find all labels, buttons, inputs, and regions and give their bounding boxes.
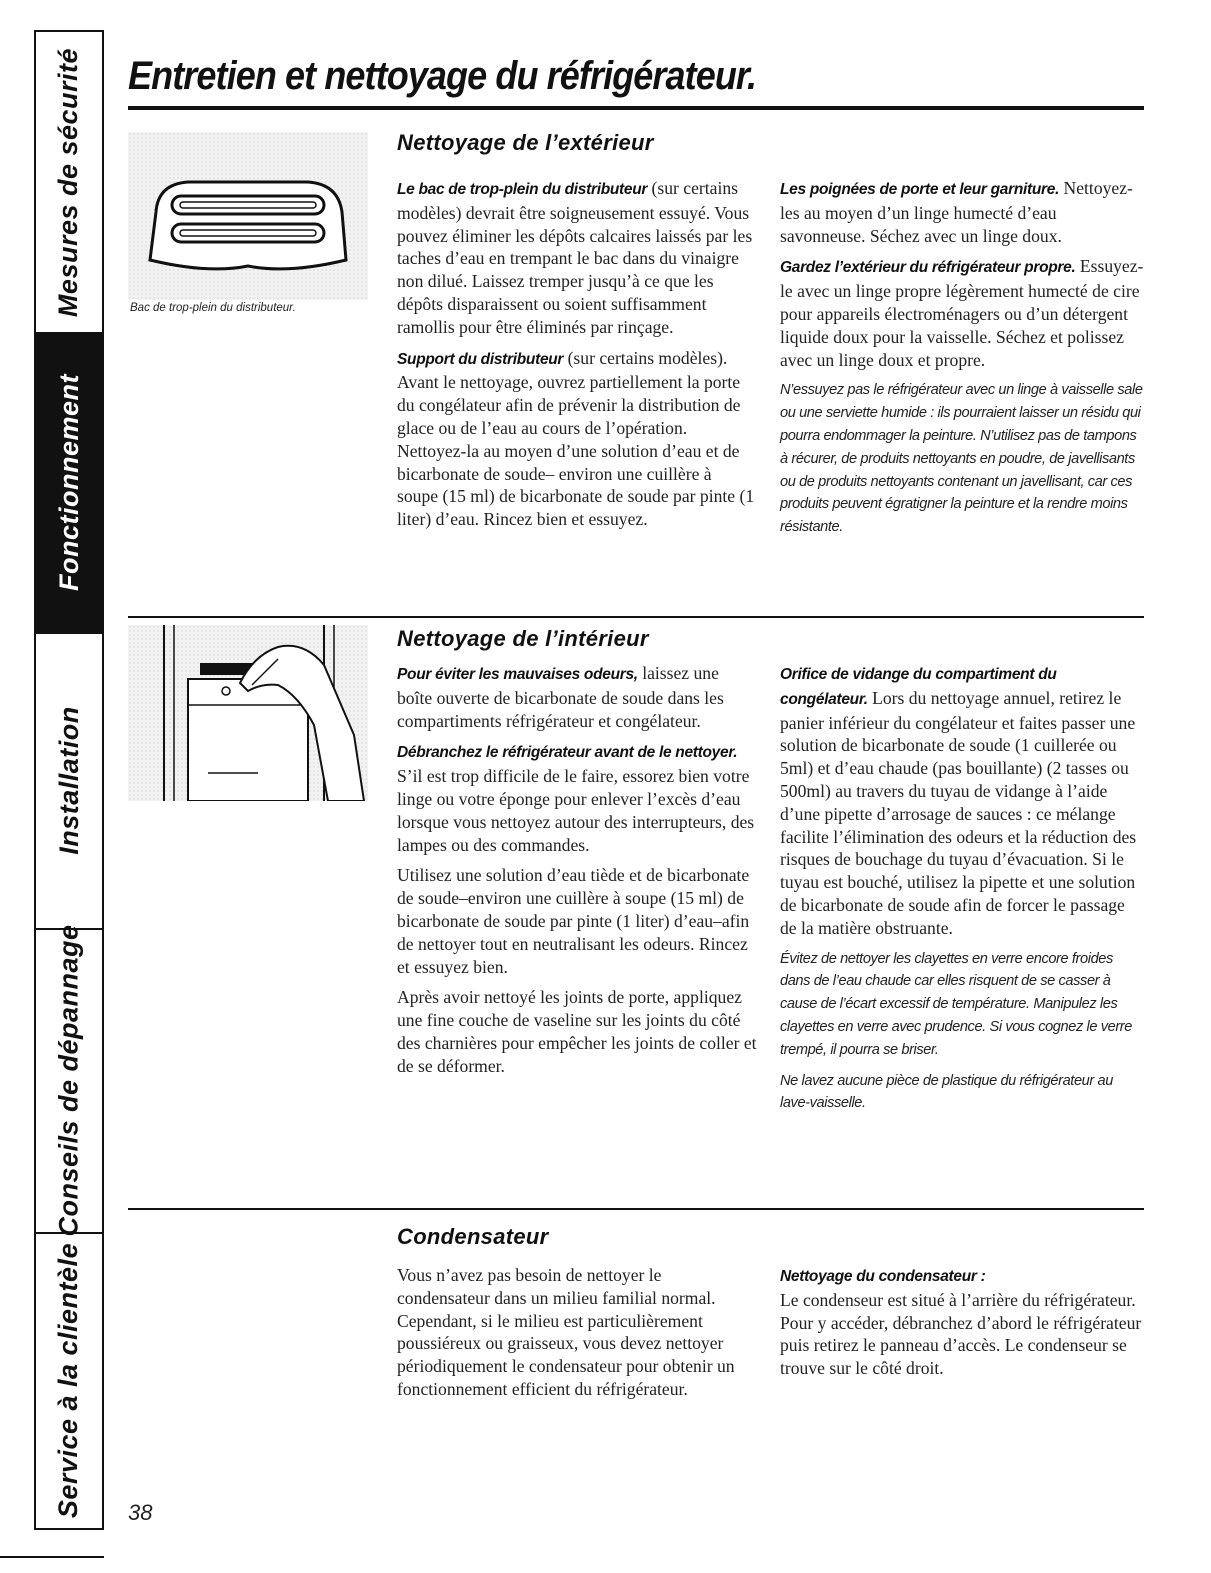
paragraph-lead: Les poignées de porte et leur garniture. <box>780 181 1060 198</box>
tab-installation[interactable] <box>36 632 102 930</box>
paragraph <box>397 347 757 531</box>
section-divider <box>128 1208 1144 1210</box>
footer-rule <box>0 1556 104 1558</box>
caution-note: Ne lavez aucune pièce de plastique du réfrigérateur au lave-vaisselle. <box>780 1072 1113 1112</box>
paragraph <box>780 662 1145 940</box>
section-tabs <box>34 30 104 1530</box>
paragraph <box>397 740 757 856</box>
paragraph-lead: Pour éviter les mauvaises odeurs, <box>397 666 638 683</box>
tab-label: Conseils de dépannage <box>53 923 84 1237</box>
paragraph-lead: Le bac de trop-plein du distributeur <box>397 181 648 198</box>
paragraph-text: (sur certains modèles) devrait être soigneusement essuyé. Vous pouvez éliminer les dépôts calcaires laissés par les taches d’eau en trempant le bac dans du vinaigre non dilué. Laissez tremper jusqu’à ce que les dépôts disparaissent ou soient suffisamment ramollis pour être éliminés par rinçage. <box>397 178 753 337</box>
tab-service-a-la-clientele[interactable] <box>36 1232 102 1528</box>
title-rule <box>128 106 1144 110</box>
section-divider <box>128 616 1144 618</box>
condenser-heading: Condensateur <box>397 1224 549 1249</box>
paragraph-lead: Gardez l’extérieur du réfrigérateur propre. <box>780 259 1076 277</box>
paragraph-lead: Nettoyage du condensateur : <box>780 1268 986 1285</box>
paragraph-text: S’il est trop difficile de le faire, essorez bien votre linge ou votre éponge pour enlever l’excès d’eau lorsque vous nettoyez autour des interrupteurs, des lampes ou des commandes. <box>397 766 755 855</box>
overflow-tray-icon <box>128 132 368 300</box>
exterior-column-2 <box>780 177 1145 547</box>
paragraph-text: laissez une boîte ouverte de bicarbonate de soude dans les compartiments réfrigérateur et congélateur. <box>397 663 724 731</box>
page-number: 38 <box>128 1500 153 1525</box>
tab-fonctionnement[interactable] <box>36 332 102 634</box>
condenser-column-2 <box>780 1264 1145 1388</box>
hand-wiping-icon <box>128 625 368 801</box>
exterior-column-1 <box>397 177 757 539</box>
tab-label: Fonctionnement <box>53 373 84 591</box>
caution-note: N’essuyez pas le réfrigérateur avec un linge à vaisselle sale ou une serviette humide : ils pourraient laisser un résidu qui pourra endommager la peinture. N’utilisez pas de tampons à récurer, de produits nettoyants en poudre, de javellisants ou de produits nettoyants contenant un javellisant, car ces produits peuvent égratigner la peinture et la rendre moins résistante. <box>780 382 1143 536</box>
paragraph <box>397 864 757 978</box>
interior-heading: Nettoyage de l’intérieur <box>397 626 649 651</box>
overflow-tray-illustration <box>128 132 368 300</box>
paragraph <box>780 255 1145 371</box>
exterior-heading: Nettoyage de l’extérieur <box>397 130 654 155</box>
tab-label: Mesures de sécurité <box>53 47 84 317</box>
tab-label: Service à la clientèle <box>53 1242 84 1518</box>
interior-cleaning-illustration <box>128 625 368 801</box>
paragraph <box>780 177 1145 247</box>
page-title: Entretien et nettoyage du réfrigérateur. <box>128 54 757 98</box>
paragraph-text: Lors du nettoyage annuel, retirez le panier inférieur du congélateur et faites passer une solution de bicarbonate de soude (1 cuillerée ou 5ml) et d’eau chaude (pas bouillante) (2 tasses ou 500ml) au travers du tuyau de vidange à l’aide d’une pipette d’arrosage de sauces : ce mélange facilite l’élimination des odeurs et la réduction des risques de bouchage du tuyau d’évacuation. Si le tuyau est bouché, utilisez la pipette et une solution de bicarbonate de soude afin de forcer le passage de la matière obstruante. <box>780 687 1137 938</box>
paragraph: Vous n’avez pas besoin de nettoyer le condensateur dans un milieu familial normal. Cependant, si le milieu est particulièrement poussiéreux ou graisseux, vous devez nettoyer périodiquement le condensateur pour obtenir un fonctionnement efficient du réfrigérateur. <box>397 1265 735 1399</box>
paragraph-text: Nettoyez-les au moyen d’un linge humecté d’eau savonneuse. Séchez avec un linge doux. <box>780 178 1133 246</box>
paragraph-text: Le condenseur est situé à l’arrière du réfrigérateur. Pour y accéder, débranchez d’abord le réfrigérateur puis retirez le panneau d’accès. Le condenseur se trouve sur le côté droit. <box>780 1289 1142 1379</box>
interior-column-2 <box>780 662 1145 1123</box>
paragraph-lead: Support du distributeur <box>397 350 564 368</box>
tab-mesures-de-securite[interactable] <box>36 32 102 334</box>
paragraph-text: Essuyez-le avec un linge propre légèrement humecté de cire pour appareils électroménagers ou d’un détergent liquide doux pour la vaisselle. Séchez et polissez avec un linge doux et propre. <box>780 256 1144 370</box>
paragraph <box>397 662 757 732</box>
paragraph-text: Après avoir nettoyé les joints de porte, appliquez une fine couche de vaseline sur les joints du côté des charnières pour empêcher les joints de coller et de se déformer. <box>397 987 757 1076</box>
paragraph <box>780 1264 1145 1380</box>
paragraph <box>397 177 757 339</box>
caution-note: Évitez de nettoyer les clayettes en verre encore froides dans de l’eau chaude car elles risquent de se casser à cause de l’écart excessif de température. Manipulez les clayettes en verre avec prudence. Si vous cognez le verre trempé, il pourra se briser. <box>780 950 1132 1058</box>
paragraph-lead: Orifice de vidange du compartiment du congélateur. <box>780 666 1057 708</box>
illustration-caption: Bac de trop-plein du distributeur. <box>130 302 296 314</box>
paragraph-text: (sur certains modèles). Avant le nettoyage, ouvrez partiellement la porte du congélateur afin de prévenir la distribution de glace ou de l’eau au cours de l’opération. Nettoyez-la au moyen d’une solution d’eau et de bicarbonate de soude– environ une cuillère à soupe (15 ml) de bicarbonate de soude par pinte (1 liter) d’eau. Rincez bien et essuyez. <box>397 347 755 530</box>
paragraph-text: Utilisez une solution d’eau tiède et de bicarbonate de soude–environ une cuillère à soupe (15 ml) de bicarbonate de soude par pinte (1 liter) d’eau–afin de nettoyer tout en neutralisant les odeurs. Rincez et essuyez bien. <box>397 865 750 977</box>
interior-column-1 <box>397 662 757 1086</box>
tab-label: Installation <box>53 705 84 855</box>
tab-conseils-de-depannage[interactable] <box>36 923 102 1237</box>
paragraph <box>397 986 757 1077</box>
paragraph-lead: Débranchez le réfrigérateur avant de le nettoyer. <box>397 744 738 762</box>
condenser-column-1 <box>397 1264 757 1409</box>
